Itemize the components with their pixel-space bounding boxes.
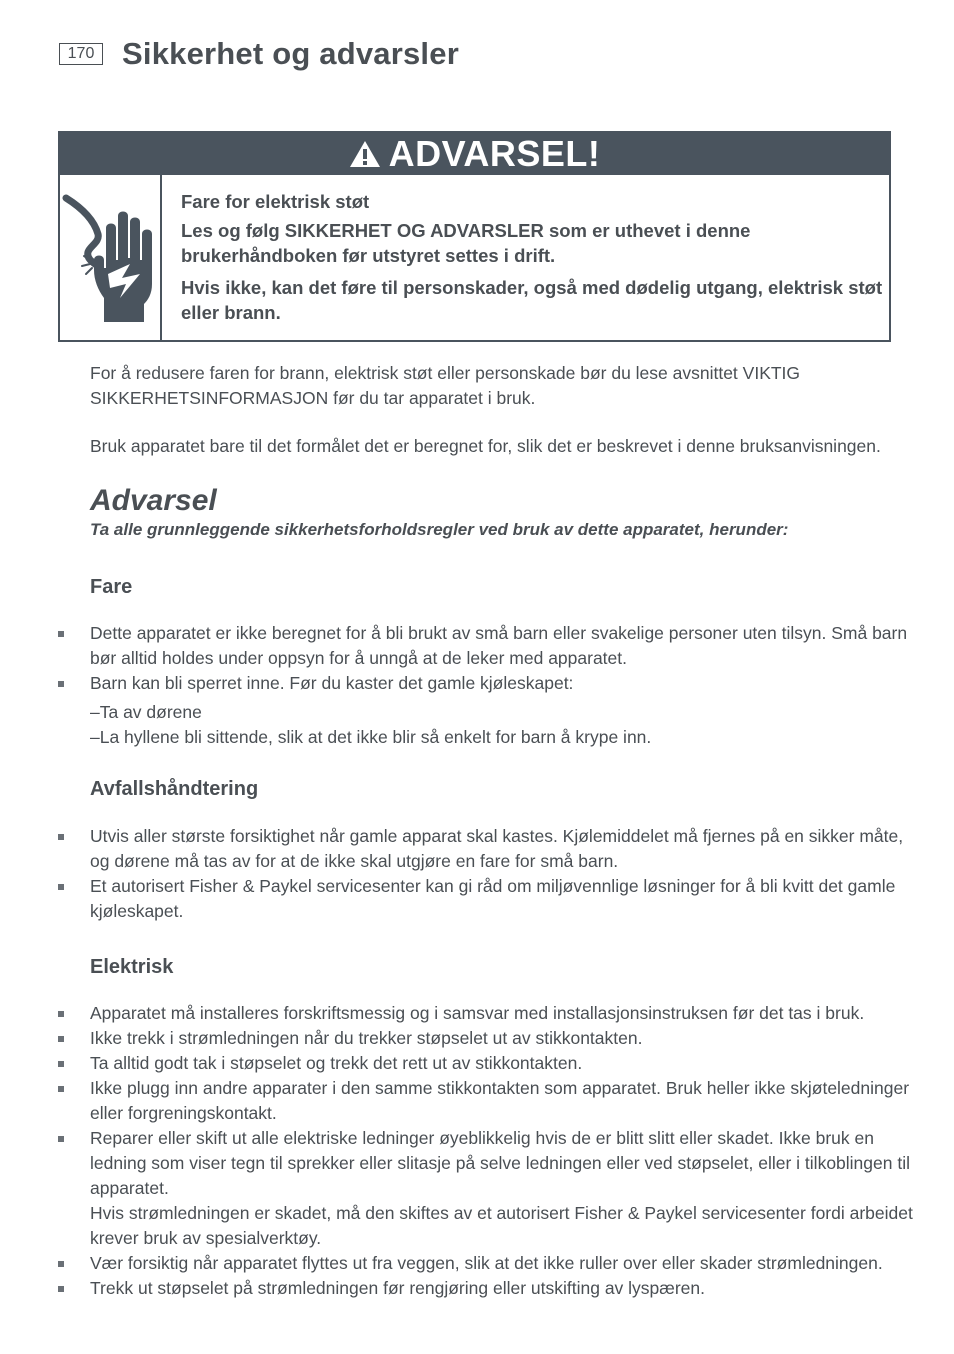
intro-paragraph-1: [90, 361, 920, 411]
list-item: Trekk ut støpselet på strømledningen før rengjøring eller utskifting av lyspæren.: [58, 1276, 918, 1301]
elektrisk-list: [58, 1001, 918, 1301]
list-item: Apparatet må installeres forskriftsmessig og i samsvar med installasjonsinstruksen før det tas i bruk.: [58, 1001, 918, 1026]
fare-list: [58, 621, 918, 696]
dash-item: –La hyllene bli sittende, slik at det ikke blir så enkelt for barn å krype inn.: [90, 727, 652, 747]
page-header: [59, 36, 459, 72]
warning-header: [60, 133, 889, 175]
list-item: Vær forsiktig når apparatet flyttes ut fra veggen, slik at det ikke ruller over eller skader strømledningen.: [58, 1251, 918, 1276]
warning-box: [58, 131, 891, 342]
section-heading-avfall: Avfallshåndtering: [90, 778, 259, 800]
intro-text-2: Bruk apparatet bare til det formålet det er beregnet for, slik det er beskrevet i denne bruksanvisningen.: [90, 436, 881, 456]
avfall-list: [58, 824, 918, 924]
list-item: Ta alltid godt tak i støpselet og trekk det rett ut av stikkontakten.: [58, 1051, 918, 1076]
section-heading-fare: Fare: [90, 576, 133, 598]
list-item: Ikke plugg inn andre apparater i den samme stikkontakten som apparatet. Bruk heller ikke skjøteledninger eller forgreningskontakt.: [58, 1076, 918, 1126]
warning-text: [162, 175, 889, 340]
warning-line-title: Fare for elektrisk støt: [181, 191, 370, 212]
list-item: Et autorisert Fisher & Paykel servicesenter kan gi råd om miljøvennlige løsninger for å bli kvitt det gamle kjøleskapet.: [58, 874, 918, 924]
dash-item: –Ta av dørene: [90, 702, 202, 722]
warning-triangle-icon: [349, 140, 381, 168]
list-item: Dette apparatet er ikke beregnet for å bli brukt av små barn eller svakelige personer uten tilsyn. Små barn bør alltid holdes under oppsyn for å unngå at de leker med apparatet.: [58, 621, 918, 671]
section-heading-elektrisk: Elektrisk: [90, 956, 174, 978]
warning-line-consequence: Hvis ikke, kan det føre til personskader, også med dødelig utgang, elektrisk støt eller brann.: [181, 277, 883, 323]
advarsel-subheading: Ta alle grunnleggende sikkerhetsforholdsregler ved bruk av dette apparatet, herunder:: [90, 520, 789, 539]
list-item: Barn kan bli sperret inne. Før du kaster det gamle kjøleskapet:: [58, 671, 918, 696]
warning-icon-cell: [60, 175, 162, 340]
page-number: 170: [59, 43, 103, 65]
advarsel-heading: Advarsel: [90, 484, 217, 517]
list-item: Ikke trekk i strømledningen når du trekker støpselet ut av stikkontakten.: [58, 1026, 918, 1051]
intro-text-1: For å redusere faren for brann, elektrisk støt eller personskade bør du lese avsnittet VIKTIG SIKKERHETSINFORMASJON før du tar apparatet i bruk.: [90, 363, 801, 408]
list-item: Utvis aller største forsiktighet når gamle apparat skal kastes. Kjølemiddelet må fjernes på en sikker måte, og dørene må tas av for at de ikke skal utgjøre en fare for små barn.: [58, 824, 918, 874]
electric-shock-hand-icon: [60, 194, 160, 322]
warning-line-read: Les og følg SIKKERHET OG ADVARSLER som er uthevet i denne brukerhåndboken før utstyret settes i drift.: [181, 220, 751, 266]
warning-heading: ADVARSEL!: [388, 133, 601, 174]
intro-paragraph-2: [90, 434, 920, 459]
page-title: Sikkerhet og advarsler: [122, 36, 459, 71]
list-item: Reparer eller skift ut alle elektriske ledninger øyeblikkelig hvis de er blitt slitt eller skadet. Ikke bruk en ledning som viser tegn til sprekker eller slitasje på selve ledningen eller ved støpselet, eller i tilkoblingen til apparatet.: [58, 1126, 918, 1201]
fare-dash-list: [90, 700, 651, 750]
list-item-continuation: Hvis strømledningen er skadet, må den skiftes av et autorisert Fisher & Paykel servicesenter fordi arbeidet krever bruk av spesialverktøy.: [90, 1203, 913, 1248]
